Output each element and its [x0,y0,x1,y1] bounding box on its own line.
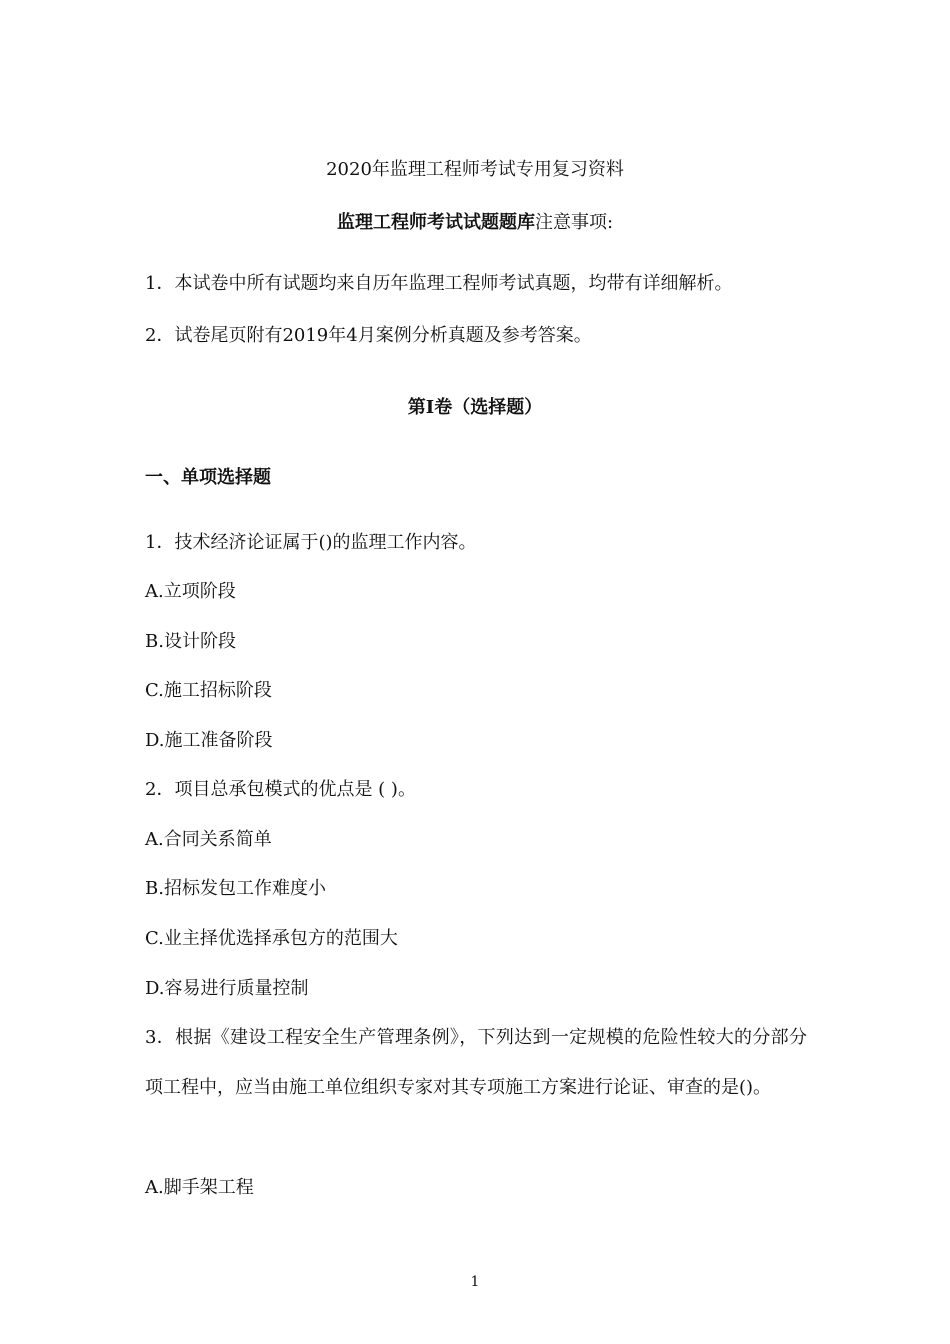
question-2-option-b: B.招标发包工作难度小 [145,878,326,899]
page-number: 1 [470,1274,480,1290]
document-title: 2020年监理工程师考试专用复习资料 [326,159,624,180]
question-1-stem: 1．技术经济论证属于()的监理工作内容。 [145,532,477,553]
volume-title: 第I卷（选择题） [407,397,543,418]
question-2-stem: 2．项目总承包模式的优点是 ( )。 [145,779,416,800]
question-1-option-c: C.施工招标阶段 [145,680,272,701]
notice-heading [0,211,950,235]
note-item-1: 1．本试卷中所有试题均来自历年监理工程师考试真题，均带有详细解析。 [145,273,733,294]
question-2-option-c: C.业主择优选择承包方的范围大 [145,928,398,949]
question-2-option-a: A.合同关系简单 [145,829,272,850]
question-3-option-a: A.脚手架工程 [145,1177,254,1198]
question-1-option-b: B.设计阶段 [145,631,236,652]
notice-heading-bold: 监理工程师考试试题题库 [336,212,535,233]
question-3-stem: 3．根据《建设工程安全生产管理条例》，下列达到一定规模的危险性较大的分部分项工程中，应当由施工单位组织专家对其专项施工方案进行论证、审查的是()。 [145,1027,807,1098]
note-item-2: 2．试卷尾页附有2019年4月案例分析真题及参考答案。 [145,325,592,346]
question-1-option-d: D.施工准备阶段 [145,730,273,751]
notice-heading-rest: 注意事项: [534,212,614,233]
question-2-option-d: D.容易进行质量控制 [145,978,309,999]
question-1-option-a: A.立项阶段 [145,581,236,602]
section-title: 一、单项选择题 [145,467,271,488]
